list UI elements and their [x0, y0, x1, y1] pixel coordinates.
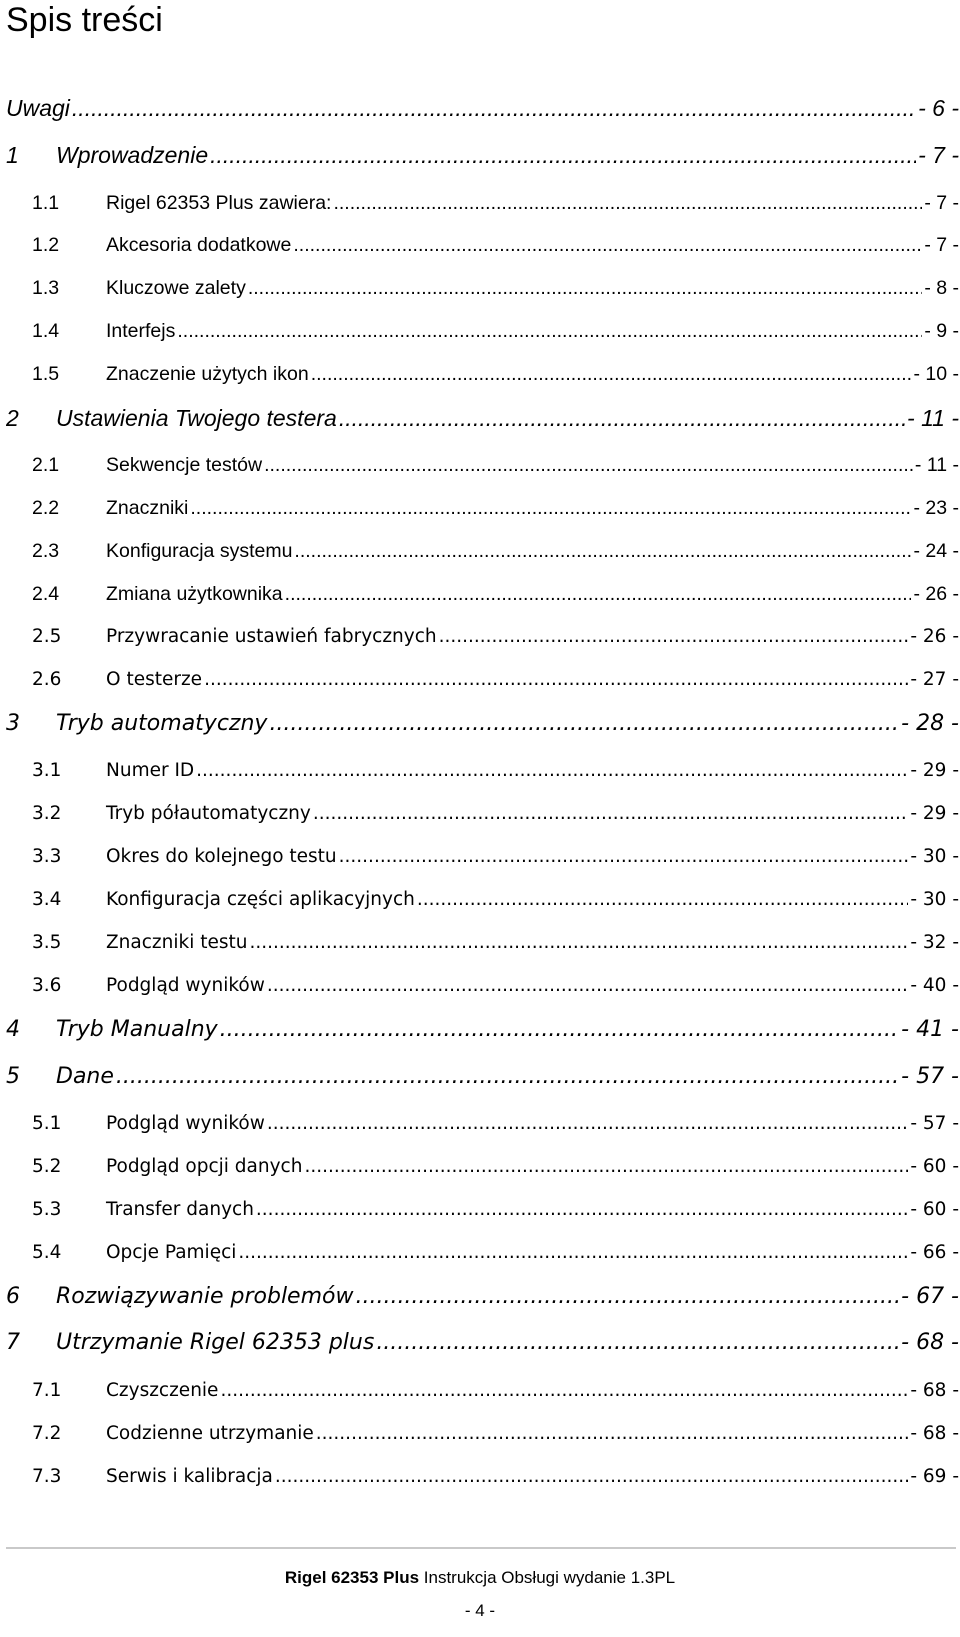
- toc-entry-number: 3.6: [32, 975, 62, 996]
- toc-entry-title: Rozwiązywanie problemów: [56, 1284, 354, 1309]
- toc-entry-section[interactable]: [6, 830, 959, 870]
- toc-leader: [417, 887, 908, 913]
- toc-entry-number: 2.2: [32, 497, 60, 519]
- toc-entry-section[interactable]: [6, 1140, 959, 1180]
- toc-entry-title: Rigel 62353 Plus zawiera:: [106, 192, 332, 214]
- toc-entry-number: 7.2: [32, 1423, 62, 1444]
- toc-entry-page: - 24 -: [913, 540, 959, 562]
- toc-entry-number: 2.1: [32, 454, 60, 476]
- toc-entry-title: Podgląd opcji danych: [106, 1156, 303, 1177]
- toc-entry-title: Konfiguracja części aplikacyjnych: [106, 889, 415, 910]
- footer-page-number: - 4 -: [464, 1601, 496, 1620]
- toc-leader: [267, 973, 908, 999]
- toc-entry-chapter[interactable]: [6, 1052, 959, 1092]
- toc-entry-section[interactable]: [6, 787, 959, 827]
- toc-entry-section[interactable]: [6, 1226, 959, 1266]
- toc-entry-page: - 27 -: [910, 669, 959, 690]
- footer-brand: Rigel 62353 Plus: [284, 1568, 420, 1587]
- toc-entry-section[interactable]: [6, 1097, 959, 1137]
- toc-entry-page: - 32 -: [910, 932, 959, 953]
- toc-leader: [355, 1282, 899, 1312]
- toc-entry-number: 7: [6, 1330, 20, 1355]
- toc-entry-number: 7.1: [32, 1380, 62, 1401]
- toc-entry-title: Tryb automatyczny: [56, 711, 268, 736]
- toc-leader: [285, 581, 912, 607]
- toc-entry-page: - 11 -: [914, 454, 959, 476]
- toc-entry-section[interactable]: [6, 176, 959, 216]
- toc-entry-section[interactable]: [6, 261, 959, 301]
- toc-entry-page: - 29 -: [910, 760, 959, 781]
- toc-entry-title: Podgląd wyników: [106, 1113, 265, 1134]
- toc-entry-title: Interfejs: [106, 320, 176, 342]
- toc-entry-title: O testerze: [106, 669, 203, 690]
- toc-entry-section[interactable]: [6, 524, 959, 564]
- toc-entry-title: Znaczniki testu: [106, 932, 248, 953]
- toc-entry-section[interactable]: [6, 218, 959, 258]
- toc-leader: [248, 275, 923, 301]
- toc-entry-title: Znaczenie użytych ikon: [106, 363, 309, 385]
- toc-entry-page: - 57 -: [910, 1113, 959, 1134]
- toc-entry-page: - 40 -: [910, 975, 959, 996]
- footer-edition: Instrukcja Obsługi wydanie 1.3PL: [419, 1568, 676, 1587]
- toc-leader: [196, 758, 908, 784]
- toc-entry-page: - 10 -: [913, 363, 959, 385]
- toc-entry-title: Sekwencje testów: [106, 454, 263, 476]
- toc-entry-chapter[interactable]: [6, 1005, 959, 1045]
- toc-entry-page: - 41 -: [901, 1017, 959, 1042]
- toc-entry-number: 1.4: [32, 320, 60, 342]
- toc-leader: [333, 190, 922, 216]
- toc-entry-title: Przywracanie ustawień fabrycznych: [106, 626, 437, 647]
- toc-entry-page: - 60 -: [910, 1156, 959, 1177]
- toc-entry-chapter[interactable]: [6, 1272, 959, 1312]
- toc-leader: [249, 930, 908, 956]
- toc-entry-number: 2.4: [32, 583, 60, 605]
- toc-entry-section[interactable]: [6, 1407, 959, 1447]
- toc-entry-page: - 67 -: [901, 1284, 959, 1309]
- toc-entry-section[interactable]: [6, 481, 959, 521]
- toc-leader: [304, 1154, 908, 1180]
- toc-entry-page: - 29 -: [910, 803, 959, 824]
- toc-entry-section[interactable]: [6, 1183, 959, 1223]
- toc-entry-title: Czyszczenie: [106, 1380, 219, 1401]
- toc-entry-title: Podgląd wyników: [106, 975, 265, 996]
- toc-leader: [439, 624, 909, 650]
- toc-leader: [190, 495, 911, 521]
- toc-entry-number: 3.3: [32, 846, 62, 867]
- toc-entry-section[interactable]: [6, 438, 959, 478]
- toc-leader: [316, 1421, 909, 1447]
- toc-entry-chapter[interactable]: [6, 699, 959, 739]
- toc-entry-number: 2.3: [32, 540, 60, 562]
- toc-entry-page: - 26 -: [910, 626, 959, 647]
- toc-entry-number: 1.3: [32, 277, 60, 299]
- toc-entry-title: Konfiguracja systemu: [106, 540, 293, 562]
- toc-leader: [376, 1328, 899, 1358]
- toc-entry-page: - 68 -: [910, 1423, 959, 1444]
- toc-entry-number: 3: [6, 711, 20, 736]
- toc-entry-number: 7.3: [32, 1466, 62, 1487]
- toc-entry-section[interactable]: [6, 653, 959, 693]
- toc-entry-number: 2.6: [32, 669, 62, 690]
- toc-entry-page: - 6 -: [918, 95, 959, 121]
- toc-entry-section[interactable]: [6, 916, 959, 956]
- toc-entry-number: 6: [6, 1284, 20, 1309]
- toc-entry-section[interactable]: [6, 1364, 959, 1404]
- toc-entry-title: Tryb Manualny: [56, 1017, 218, 1042]
- toc-entry-number: 3.4: [32, 889, 62, 910]
- toc-entry-number: 5.2: [32, 1156, 62, 1177]
- toc-entry-page: - 11 -: [907, 405, 959, 431]
- toc-entry-page: - 57 -: [901, 1064, 959, 1089]
- toc-leader: [293, 232, 922, 258]
- toc-entry-title: Uwagi: [6, 95, 70, 121]
- toc-entry-title: Serwis i kalibracja: [106, 1466, 273, 1487]
- toc-leader: [210, 140, 916, 170]
- toc-leader: [177, 318, 922, 344]
- toc-entry-page: - 69 -: [910, 1466, 959, 1487]
- toc-entry-number: 5.3: [32, 1199, 62, 1220]
- toc-leader: [116, 1062, 899, 1092]
- toc-entry-number: 3.1: [32, 760, 62, 781]
- toc-leader: [339, 844, 909, 870]
- toc-entry-title: Codzienne utrzymanie: [106, 1423, 314, 1444]
- page-title: Spis treści: [6, 1, 163, 39]
- toc-entry-number: 5.1: [32, 1113, 62, 1134]
- toc-entry-page: - 28 -: [901, 711, 959, 736]
- toc-entry-section[interactable]: [6, 959, 959, 999]
- toc-entry-title: Ustawienia Twojego testera: [56, 405, 337, 431]
- toc-entry-title: Transfer danych: [106, 1199, 254, 1220]
- toc-leader: [238, 1240, 908, 1266]
- toc-entry-page: - 7 -: [924, 234, 959, 256]
- toc-entry-number: 1.2: [32, 234, 60, 256]
- toc-leader: [313, 801, 909, 827]
- toc-entry-number: 1: [6, 142, 19, 168]
- toc-entry-number: 2: [6, 405, 19, 431]
- toc-entry-section[interactable]: [6, 304, 959, 344]
- toc-entry-section[interactable]: [6, 610, 959, 650]
- toc-entry-title: Zmiana użytkownika: [106, 583, 283, 605]
- toc-entry-chapter[interactable]: [6, 393, 959, 433]
- toc-leader: [267, 1111, 908, 1137]
- toc-leader: [264, 452, 913, 478]
- toc-entry-page: - 9 -: [924, 320, 959, 342]
- toc-entry-number: 2.5: [32, 626, 62, 647]
- toc-entry-title: Opcje Pamięci: [106, 1242, 237, 1263]
- toc-entry-chapter[interactable]: [6, 130, 959, 170]
- toc-entry-section[interactable]: [6, 873, 959, 913]
- toc-entry-page: - 7 -: [918, 142, 959, 168]
- toc-entry-number: 3.2: [32, 803, 62, 824]
- toc-entry-page: - 66 -: [910, 1242, 959, 1263]
- toc-entry-title: Numer ID: [106, 760, 195, 781]
- toc-entry-page: - 30 -: [910, 889, 959, 910]
- toc-entry-number: 4: [6, 1017, 20, 1042]
- toc-entry-section[interactable]: [6, 567, 959, 607]
- toc-entry-title: Utrzymanie Rigel 62353 plus: [56, 1330, 375, 1355]
- toc-leader: [72, 93, 916, 123]
- toc-entry-title: Dane: [56, 1064, 114, 1089]
- toc-entry-title: Znaczniki: [106, 497, 189, 519]
- toc-leader: [220, 1378, 908, 1404]
- toc-entry-page: - 7 -: [924, 192, 959, 214]
- toc-entry-section[interactable]: [6, 744, 959, 784]
- toc-entry-title: Okres do kolejnego testu: [106, 846, 337, 867]
- toc-entry-page: - 60 -: [910, 1199, 959, 1220]
- toc-entry-page: - 8 -: [924, 277, 959, 299]
- toc-entry-page: - 68 -: [901, 1330, 959, 1355]
- toc-entry-number: 5.4: [32, 1242, 62, 1263]
- toc-entry-uwagi[interactable]: [6, 83, 959, 123]
- toc-entry-number: 5: [6, 1064, 20, 1089]
- toc-leader: [294, 538, 911, 564]
- toc-leader: [204, 667, 908, 693]
- toc-leader: [269, 709, 899, 739]
- toc-leader: [256, 1197, 908, 1223]
- toc-entry-page: - 23 -: [913, 497, 959, 519]
- toc-entry-section[interactable]: [6, 1450, 959, 1490]
- toc-leader: [220, 1015, 899, 1045]
- toc-leader: [339, 403, 905, 433]
- toc-entry-title: Kluczowe zalety: [106, 277, 246, 299]
- toc-entry-page: - 68 -: [910, 1380, 959, 1401]
- footer-document-info: [0, 1567, 960, 1589]
- toc-entry-title: Tryb półautomatyczny: [106, 803, 311, 824]
- toc-entry-number: 1.1: [32, 192, 60, 214]
- toc-leader: [275, 1464, 908, 1490]
- toc-entry-title: Wprowadzenie: [56, 142, 209, 168]
- toc-entry-page: - 30 -: [910, 846, 959, 867]
- toc-entry-number: 3.5: [32, 932, 62, 953]
- toc-leader: [311, 361, 912, 387]
- toc-entry-number: 1.5: [32, 363, 60, 385]
- footer-divider: [6, 1547, 956, 1549]
- toc-entry-chapter[interactable]: [6, 1318, 959, 1358]
- toc-entry-section[interactable]: [6, 347, 959, 387]
- toc-entry-page: - 26 -: [913, 583, 959, 605]
- toc-entry-title: Akcesoria dodatkowe: [106, 234, 292, 256]
